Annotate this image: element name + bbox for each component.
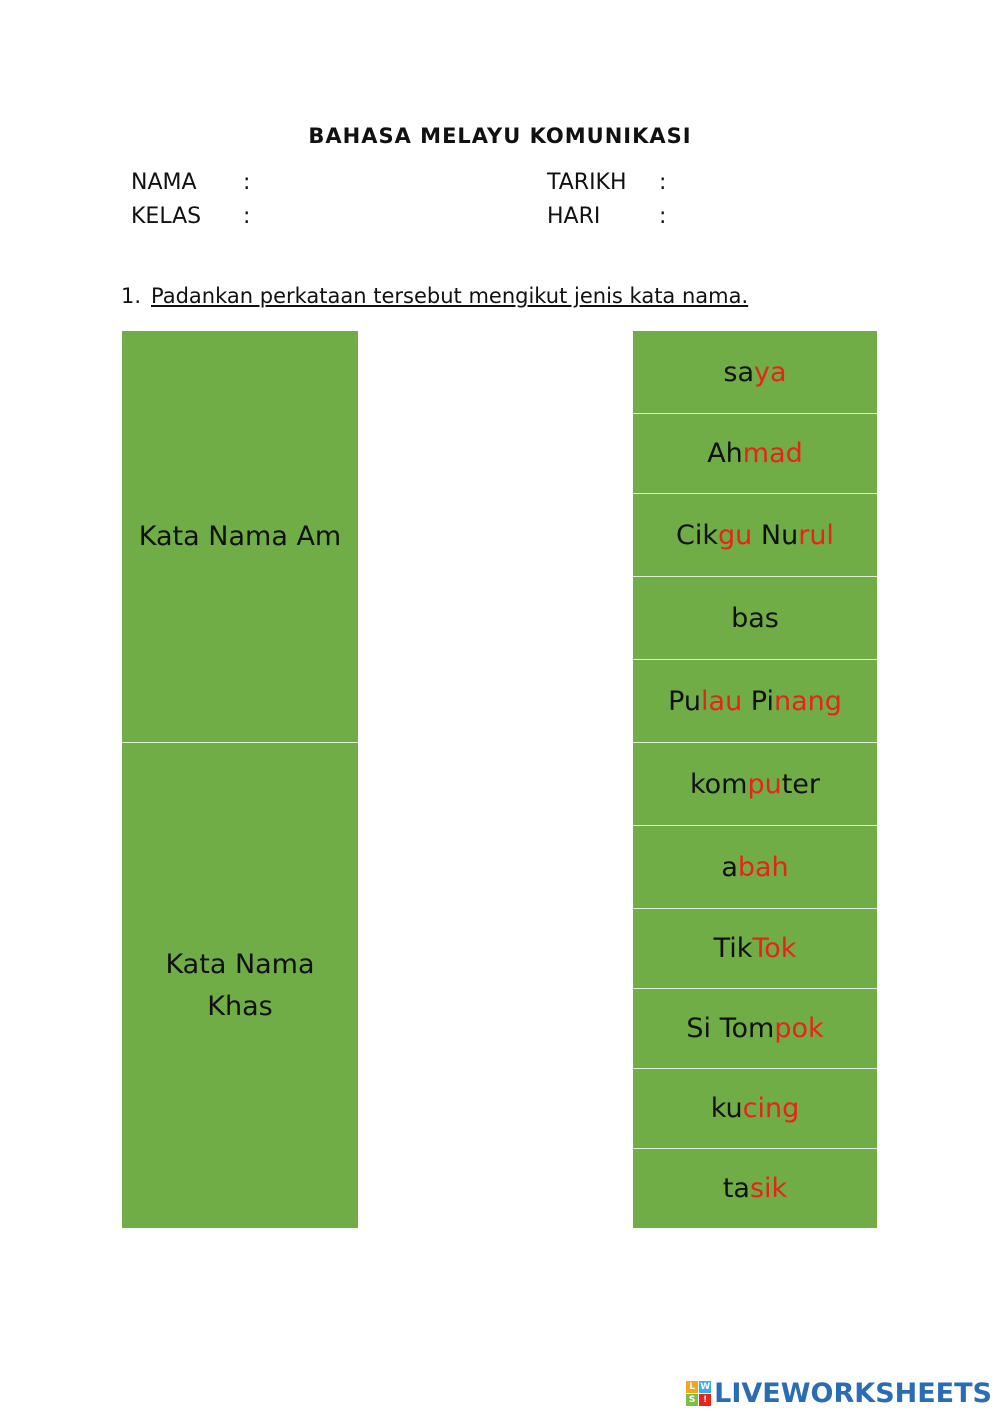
word-text [676, 520, 834, 551]
tarikh-label: TARIKH [547, 170, 627, 195]
word-part: ta [722, 1173, 750, 1204]
word-card[interactable] [633, 576, 877, 659]
question [121, 284, 748, 308]
nama-field [131, 170, 251, 195]
word-part: sa [723, 356, 755, 388]
liveworksheets-logo-icon: L W S ! [686, 1381, 711, 1406]
word-card[interactable] [633, 742, 877, 825]
kelas-colon: : [243, 204, 251, 229]
word-card[interactable] [633, 1068, 877, 1148]
nama-label: NAMA [131, 170, 197, 195]
word-part-highlight: mad [742, 438, 803, 469]
word-part-highlight: pok [774, 1013, 824, 1044]
word-part-highlight: rul [798, 519, 834, 551]
word-part: Cik [676, 519, 719, 551]
word-text [721, 852, 788, 883]
word-part-highlight: lau [701, 685, 743, 717]
word-text [668, 686, 842, 717]
word-part: bas [731, 602, 779, 634]
word-text [723, 1173, 787, 1204]
word-card[interactable] [633, 825, 877, 908]
word-part: a [721, 851, 738, 883]
category-label: Kata Nama Khas [165, 948, 315, 1022]
liveworksheets-logo [686, 1378, 992, 1408]
word-part: Si Tom [686, 1013, 775, 1044]
word-part: ter [781, 768, 821, 800]
hari-colon: : [659, 204, 667, 229]
word-part: Pu [668, 685, 702, 717]
worksheet-title: BAHASA MELAYU KOMUNIKASI [308, 124, 692, 148]
word-card[interactable] [633, 493, 877, 576]
word-part: ku [710, 1093, 743, 1124]
word-card[interactable] [633, 988, 877, 1068]
word-card[interactable] [633, 1148, 877, 1228]
liveworksheets-logo-text: LIVEWORKSHEETS [714, 1377, 992, 1409]
tarikh-colon: : [659, 170, 667, 195]
question-text: Padankan perkataan tersebut mengikut jenis kata nama. [151, 284, 749, 308]
word-text [707, 438, 803, 469]
word-part: kom [689, 768, 748, 800]
word-part-highlight: nang [773, 685, 842, 717]
word-text [690, 769, 820, 800]
word-part-highlight: Tok [752, 933, 797, 964]
word-part-highlight: ya [754, 356, 787, 388]
question-number: 1. [121, 284, 142, 308]
word-part-highlight: bah [737, 851, 789, 883]
word-part: Ah [707, 438, 743, 469]
word-text [711, 1093, 800, 1124]
word-part: Nu [752, 519, 799, 551]
hari-field [547, 204, 667, 229]
word-part: Tik [713, 933, 753, 964]
word-part-highlight: cing [742, 1093, 800, 1124]
nama-colon: : [243, 170, 251, 195]
word-card[interactable] [633, 659, 877, 742]
category-kata-nama-khas[interactable] [122, 743, 358, 1228]
kelas-field [131, 204, 251, 229]
word-part-highlight: gu [718, 519, 753, 551]
word-part: Pi [742, 685, 774, 717]
word-part-highlight: sik [749, 1173, 788, 1204]
kelas-label: KELAS [131, 204, 202, 229]
word-card[interactable] [633, 331, 877, 413]
word-text [723, 357, 786, 388]
hari-label: HARI [547, 204, 601, 229]
word-card[interactable] [633, 908, 877, 988]
word-card[interactable] [633, 413, 877, 493]
category-kata-nama-am[interactable] [122, 331, 358, 742]
word-text [714, 933, 797, 964]
category-label: Kata Nama Am [138, 520, 342, 552]
word-text [686, 1013, 823, 1044]
word-text [731, 603, 779, 634]
word-part-highlight: pu [747, 768, 782, 800]
tarikh-field [547, 170, 667, 195]
